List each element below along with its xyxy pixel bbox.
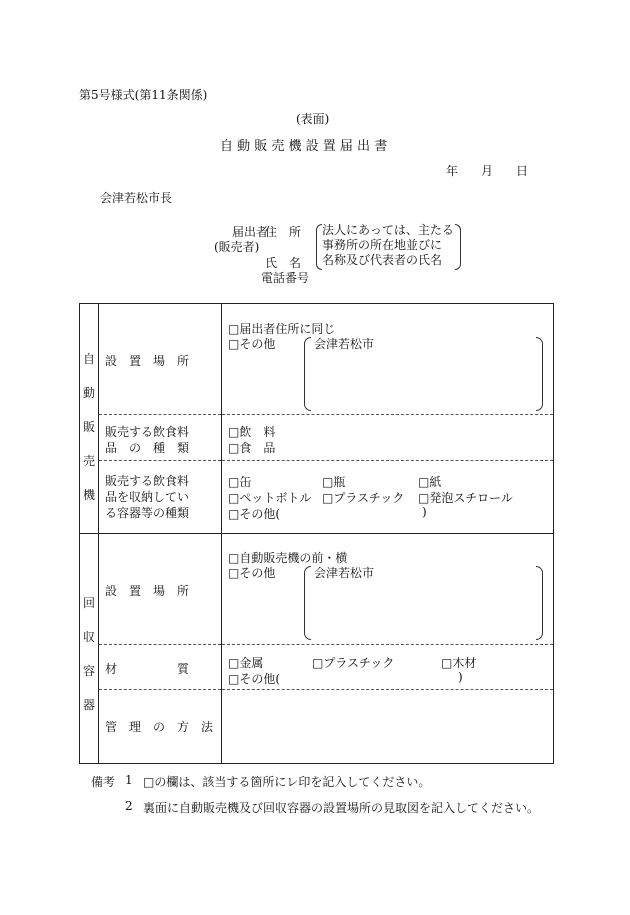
location-bracket-right [536, 337, 543, 411]
location-label: 設 置 場 所 [105, 354, 190, 368]
note-bracket-right [455, 224, 461, 270]
location2-label-cell [99, 534, 222, 645]
addressee: 会津若松市長 [100, 191, 173, 205]
option-other2[interactable]: □その他 [228, 566, 276, 580]
option-can[interactable]: □缶 [228, 475, 252, 489]
address-label: 住 所 [265, 225, 302, 239]
note-line: 名称及び代表者の氏名 [322, 253, 443, 267]
option-bottle[interactable]: □瓶 [322, 475, 346, 489]
category-char: 収 [82, 630, 95, 644]
food-options [222, 415, 554, 461]
management-label: 管 理 の 方 法 [105, 720, 214, 734]
category-char: 動 [82, 386, 95, 400]
option-food[interactable]: □食 品 [228, 441, 276, 455]
remark-num: 2 [125, 799, 133, 813]
container-options [222, 461, 554, 534]
location2-city: 会津若松市 [314, 566, 375, 580]
option-beverage[interactable]: □飲 料 [228, 425, 276, 439]
remark-num: 1 [125, 773, 133, 787]
material-options [222, 645, 554, 690]
vending-machine-category [80, 304, 99, 534]
collection-container-category [80, 534, 99, 764]
side-label: (表面) [296, 112, 330, 126]
location-label-cell [99, 304, 222, 415]
option-plastic2[interactable]: □プラスチック [312, 656, 395, 670]
option-styrofoam[interactable]: □発泡スチロール [418, 491, 513, 505]
category-char: 販 [82, 420, 95, 434]
category-char: 器 [82, 698, 95, 712]
remarks-label: 備考 [91, 775, 116, 789]
option-pet-bottle[interactable]: □ペットボトル [228, 491, 312, 505]
management-field[interactable] [222, 690, 554, 764]
category-char: 売 [82, 454, 95, 468]
location-city: 会津若松市 [314, 337, 375, 351]
name-label: 氏 名 [265, 256, 302, 270]
location2-field[interactable] [222, 534, 554, 645]
container-label-line: 品を収納してい [105, 490, 190, 504]
option-paper[interactable]: □紙 [418, 475, 442, 489]
location2-bracket-right [536, 566, 543, 640]
option-same-address[interactable]: □届出者住所に同じ [228, 322, 336, 336]
date-day: 日 [516, 164, 529, 178]
option-beside-machine[interactable]: □自動販売機の前・横 [228, 551, 348, 565]
option-container-other[interactable]: □その他( [228, 507, 281, 521]
category-char: 自 [82, 352, 95, 366]
location-field[interactable] [222, 304, 554, 415]
note-line: 事務所の所在地並びに [322, 238, 443, 252]
material-label-cell [99, 645, 222, 690]
container-label-line: る容器等の種類 [105, 506, 190, 520]
remark-text: 裏面に自動販売機及び回収容器の設置場所の見取図を記入してください。 [143, 801, 540, 815]
category-char: 容 [82, 664, 95, 678]
management-label-cell [99, 690, 222, 764]
container-label-cell [99, 461, 222, 534]
option-wood[interactable]: □木材 [441, 656, 477, 670]
category-char: 回 [82, 596, 95, 610]
container-label-line: 販売する飲食料 [105, 474, 190, 488]
option-metal[interactable]: □金属 [228, 656, 264, 670]
food-label-line: 品 の 種 類 [105, 441, 190, 455]
location2-label: 設 置 場 所 [105, 584, 190, 598]
food-label-cell [99, 415, 222, 461]
phone-label: 電話番号 [261, 271, 310, 285]
applicant-label: 届出者 [232, 225, 269, 239]
date-year: 年 [446, 164, 459, 178]
date-month: 月 [481, 164, 494, 178]
container-other-close: ) [422, 505, 427, 519]
location-bracket-left [304, 337, 311, 411]
remark-text: □の欄は、該当する箇所にレ印を記入してください。 [143, 775, 431, 789]
form-title: 自 動 販 売 機 設 置 届 出 書 [220, 139, 388, 154]
applicant-sub: (販売者) [214, 240, 260, 254]
option-plastic[interactable]: □プラスチック [322, 491, 405, 505]
food-label-line: 販売する飲食料 [105, 425, 190, 439]
category-char: 機 [82, 488, 95, 502]
option-material-other[interactable]: □その他( [228, 672, 281, 686]
option-other[interactable]: □その他 [228, 337, 276, 351]
material-other-close: ) [458, 670, 463, 684]
note-line: 法人にあっては、主たる [322, 223, 454, 237]
applicant-note [322, 223, 454, 268]
location2-bracket-left [304, 566, 311, 640]
material-label: 材 質 [105, 662, 190, 676]
form-number: 第5号様式(第11条関係) [79, 88, 208, 102]
application-table [79, 303, 554, 764]
